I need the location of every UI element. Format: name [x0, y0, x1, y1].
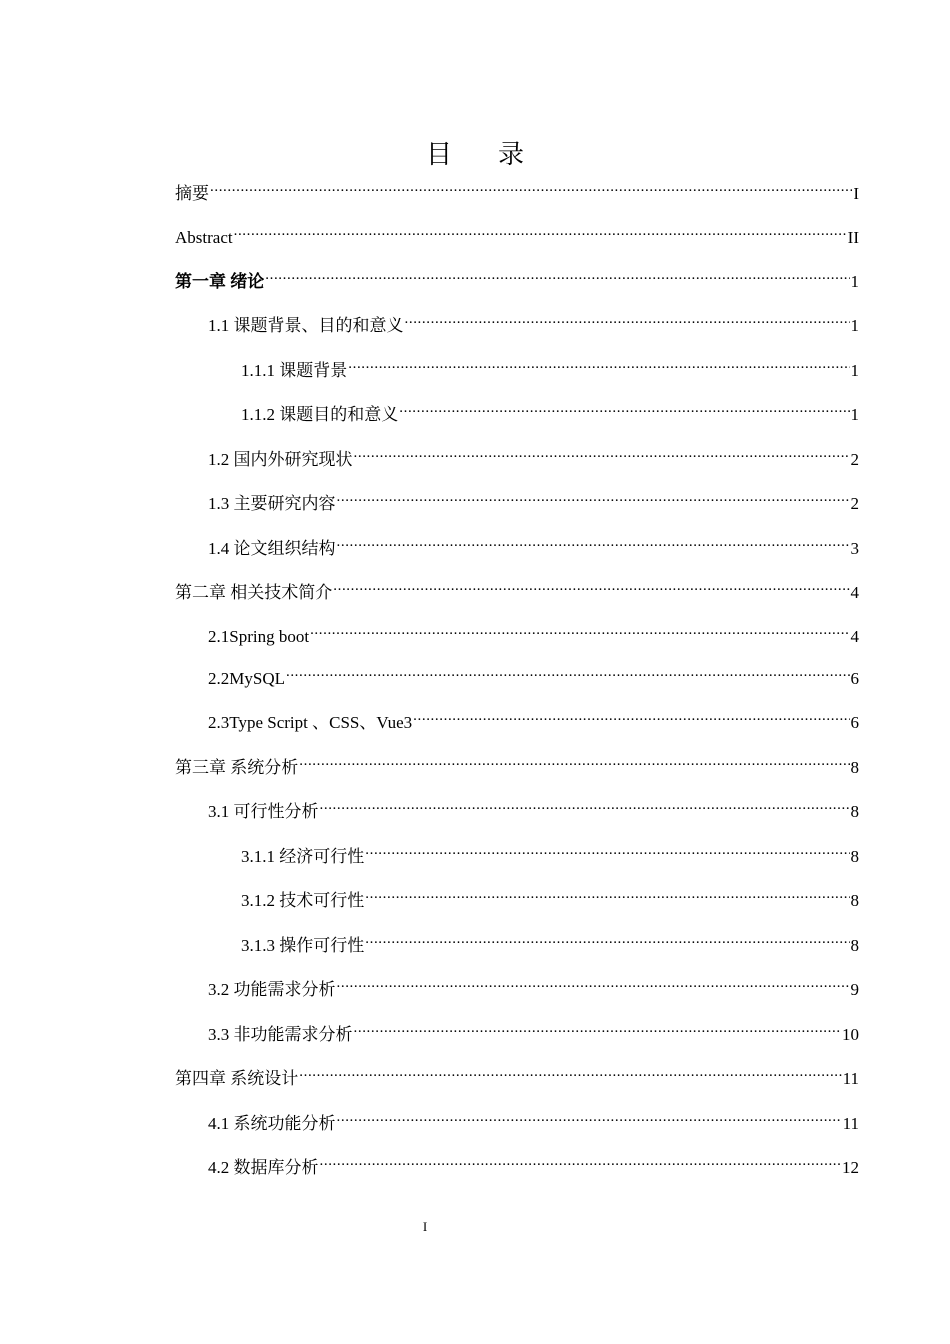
toc-entry-label: 第三章 系统分析: [175, 758, 299, 777]
toc-dot-leader: [337, 485, 850, 509]
toc-entry-label: 2.3Type Script 、CSS、Vue3: [208, 713, 413, 732]
toc-entry-page-number: 8: [850, 891, 859, 910]
toc-entry[interactable]: [241, 352, 859, 380]
toc-entry[interactable]: [208, 307, 859, 335]
toc-entry-page-number: 6: [850, 713, 859, 732]
toc-entry-label: 4.1 系统功能分析: [208, 1114, 336, 1133]
toc-entry[interactable]: [241, 882, 859, 910]
toc-entry-label: 3.2 功能需求分析: [208, 980, 336, 999]
toc-entry-page-number: 1: [850, 361, 859, 380]
toc-entry-page-number: 10: [842, 1025, 859, 1044]
toc-entry-page-number: 8: [850, 758, 859, 777]
toc-entry-page-number: 1: [850, 272, 859, 291]
toc-dot-leader: [320, 1149, 842, 1173]
toc-dot-leader: [354, 1016, 842, 1040]
toc-entry[interactable]: [208, 793, 859, 821]
toc-entry-page-number: 1: [850, 316, 859, 335]
toc-dot-leader: [365, 838, 849, 862]
toc-entry[interactable]: [208, 971, 859, 999]
footer-page-number: I: [422, 1219, 428, 1234]
toc-entry-label: 第四章 系统设计: [175, 1069, 299, 1088]
toc-dot-leader: [413, 704, 849, 728]
toc-dot-leader: [405, 307, 850, 331]
toc-entry-label: 1.1.1 课题背景: [241, 361, 348, 380]
toc-entry-label: 3.1 可行性分析: [208, 802, 319, 821]
toc-entry-label: 第二章 相关技术简介: [175, 583, 333, 602]
toc-entry-label: 第一章 绪论: [175, 272, 265, 291]
toc-entry-label: 3.1.3 操作可行性: [241, 936, 365, 955]
toc-dot-leader: [299, 749, 849, 773]
toc-entry-label: Abstract: [175, 228, 233, 247]
toc-entry[interactable]: [208, 485, 859, 513]
toc-entry[interactable]: [208, 441, 859, 469]
toc-entry-page-number: 8: [850, 847, 859, 866]
toc-entry-label: 1.4 论文组织结构: [208, 539, 336, 558]
toc-entry[interactable]: [208, 530, 859, 558]
toc-dot-leader: [234, 219, 847, 243]
toc-title: [0, 134, 950, 171]
toc-dot-leader: [337, 530, 850, 554]
toc-entry[interactable]: [175, 749, 859, 777]
toc-entry[interactable]: [175, 263, 859, 291]
toc-title-left: 目: [425, 140, 452, 170]
toc-dot-leader: [337, 1105, 842, 1129]
toc-entry[interactable]: [175, 1060, 859, 1088]
toc-entry-label: 1.3 主要研究内容: [208, 494, 336, 513]
toc-dot-leader: [348, 352, 849, 376]
toc-entry-page-number: 8: [850, 802, 859, 821]
toc-entry-page-number: 3: [850, 539, 859, 558]
toc-entry-label: 1.1 课题背景、目的和意义: [208, 316, 404, 335]
toc-dot-leader: [265, 263, 849, 287]
toc-entry-page-number: 11: [842, 1069, 859, 1088]
toc-dot-leader: [333, 574, 849, 598]
toc-entry-label: 1.1.2 课题目的和意义: [241, 405, 399, 424]
toc-entry-label: 2.1Spring boot: [208, 627, 310, 646]
toc-entry[interactable]: [175, 574, 859, 602]
toc-entry-label: 摘要: [175, 184, 209, 203]
toc-entry-page-number: 4: [850, 627, 859, 646]
toc-entry-label: 3.1.1 经济可行性: [241, 847, 365, 866]
toc-title-right: 录: [498, 140, 525, 170]
toc-entry[interactable]: [175, 175, 859, 203]
toc-entry-page-number: 1: [850, 405, 859, 424]
toc-entry-label: 3.3 非功能需求分析: [208, 1025, 353, 1044]
toc-dot-leader: [337, 971, 850, 995]
toc-entry-page-number: 2: [850, 450, 859, 469]
toc-entry-label: 2.2MySQL: [208, 669, 285, 688]
toc-entry[interactable]: [175, 219, 859, 247]
toc-dot-leader: [286, 660, 850, 684]
toc-dot-leader: [399, 396, 849, 420]
toc-entry-page-number: 8: [850, 936, 859, 955]
toc-entry-label: 1.2 国内外研究现状: [208, 450, 353, 469]
toc-entry-page-number: 11: [842, 1114, 859, 1133]
toc-entry-page-number: I: [853, 184, 859, 203]
toc-entry[interactable]: [241, 927, 859, 955]
toc-entry-label: 3.1.2 技术可行性: [241, 891, 365, 910]
toc-entry[interactable]: [208, 1016, 859, 1044]
toc-dot-leader: [320, 793, 850, 817]
toc-entry-page-number: 9: [850, 980, 859, 999]
toc-entry[interactable]: [208, 704, 859, 732]
toc-dot-leader: [310, 618, 849, 642]
toc-entry-page-number: 2: [850, 494, 859, 513]
toc-entry[interactable]: [241, 838, 859, 866]
toc-dot-leader: [365, 927, 849, 951]
toc-dot-leader: [365, 882, 849, 906]
toc-entry-page-number: II: [847, 228, 859, 247]
toc-entry-label: 4.2 数据库分析: [208, 1158, 319, 1177]
toc-entry[interactable]: [241, 396, 859, 424]
toc-entry-page-number: 12: [842, 1158, 859, 1177]
toc-entry[interactable]: [208, 618, 859, 646]
toc-dot-leader: [299, 1060, 841, 1084]
toc-entry-page-number: 4: [850, 583, 859, 602]
toc-entry[interactable]: [208, 1105, 859, 1133]
toc-dot-leader: [210, 175, 852, 199]
toc-entry[interactable]: [208, 660, 859, 688]
toc-dot-leader: [354, 441, 850, 465]
toc-entry[interactable]: [208, 1149, 859, 1177]
toc-entry-page-number: 6: [850, 669, 859, 688]
